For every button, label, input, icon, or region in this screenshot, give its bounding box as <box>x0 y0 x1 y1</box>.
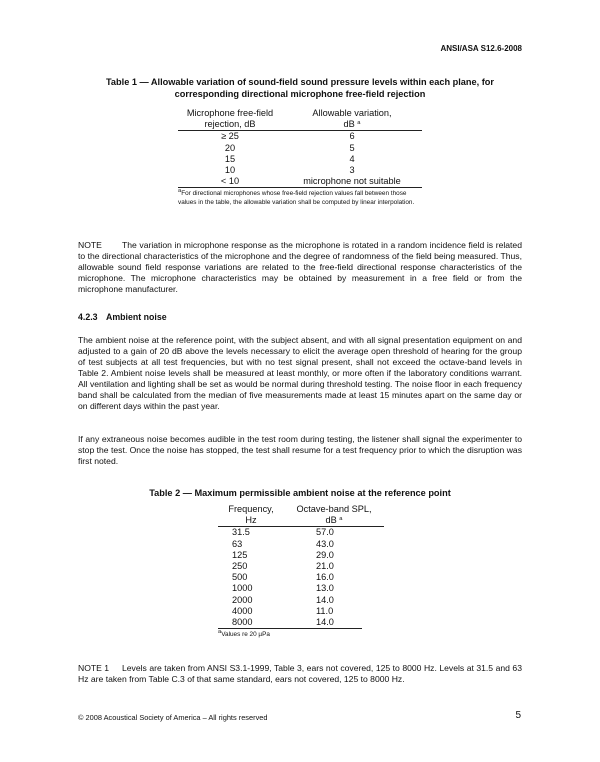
table1-cell-variation: microphone not suitable <box>303 176 401 187</box>
table1-caption-line2: corresponding directional microphone free-field rejection <box>174 88 426 99</box>
table2-row <box>218 561 384 572</box>
table1-cell-variation: 4 <box>349 153 355 164</box>
page-number: 5 <box>515 710 521 721</box>
table1-col2-header: Allowable variation, dB $^a$ <box>312 108 392 130</box>
table1-row <box>178 176 422 187</box>
table2-cell-spl: 57.0 <box>316 527 334 538</box>
table2-col2-header: Octave-band SPL, dB $^a$ <box>296 504 372 526</box>
table1-caption-line1: Table 1 — Allowable variation of sound-field sound pressure levels within each plane, for <box>106 77 494 87</box>
table2-caption: Table 2 — Maximum permissible ambient noise at the reference point <box>149 488 451 498</box>
table1-row <box>178 165 422 176</box>
note-paragraph <box>78 240 522 295</box>
note1-paragraph <box>78 663 522 685</box>
table2-footnote: $^a$Values re 20 µPa <box>218 628 362 640</box>
table2-cell-frequency: 31.5 <box>232 527 250 538</box>
note1-text: Levels are taken from ANSI S3.1-1999, Table 3, ears not covered, 125 to 8000 Hz. Levels at 31.5 and 63 Hz are taken from Table C.3 of that same standard, ears not covered, 125 to 8000 Hz. <box>78 663 522 684</box>
table2-row <box>218 539 384 550</box>
table2-cell-spl: 16.0 <box>316 572 334 583</box>
table2-row <box>218 572 384 583</box>
table2-cell-spl: 13.0 <box>316 583 334 594</box>
table1-cell-variation: 6 <box>349 131 355 142</box>
table2-cell-frequency: 125 <box>232 549 248 560</box>
table1 <box>178 108 422 208</box>
table2-row <box>218 550 384 561</box>
table1-row <box>178 154 422 165</box>
table2-cell-spl: 43.0 <box>316 538 334 549</box>
table2-cell-frequency: 4000 <box>232 605 253 616</box>
standard-header: ANSI/ASA S12.6-2008 <box>440 44 522 53</box>
section-title: Ambient noise <box>106 312 167 322</box>
table1-cell-variation: 3 <box>349 165 355 176</box>
note1-label: NOTE 1 <box>78 663 110 673</box>
table1-cell-rejection: ≥ 25 <box>221 131 239 142</box>
table2-header-row <box>218 504 384 526</box>
table1-footnote: $^a$For directional microphones whose free-field rejection values fall between those values in the table, the allowable variation shall be computed by linear interpolation. <box>178 187 422 207</box>
note-text: The variation in microphone response as the microphone is rotated in a random incidence field is related to the directional characteristics of the microphone and the degree of randomness of the field being measured. Thus, allowable sound field response variations are related to the free-field directional response characteristics of the microphone. The microphone characteristics may be obtained by measurement in a free field or from the microphone manufacturer. <box>78 240 522 294</box>
table2-cell-frequency: 63 <box>232 538 243 549</box>
table1-cell-rejection: 20 <box>224 142 236 153</box>
table2-cell-spl: 14.0 <box>316 617 334 628</box>
table2-cell-frequency: 2000 <box>232 594 253 605</box>
section-number: 4.2.3 <box>78 312 98 322</box>
table2-cell-spl: 29.0 <box>316 549 334 560</box>
table2 <box>218 504 384 640</box>
table1-cell-variation: 5 <box>349 142 355 153</box>
table1-cell-rejection: 15 <box>224 153 236 164</box>
table1-cell-rejection: 10 <box>224 165 236 176</box>
table2-cell-frequency: 500 <box>232 572 248 583</box>
table2-row <box>218 606 384 617</box>
copyright-footer: © 2008 Acoustical Society of America – All rights reserved <box>78 713 268 722</box>
note-label: NOTE <box>78 240 102 250</box>
body-paragraph-1: The ambient noise at the reference point, with the subject absent, and with all signal presentation equipment on and adjusted to a gain of 20 dB above the levels necessary to elicit the average open threshold of hearing for the group of test subjects at all test frequencies, but with no test signal present, shall not exceed the octave-band levels in Table 2. Ambient noise levels shall be measured at least monthly, or more often if the laboratory conditions warrant. All ventilation and lighting shall be set as would be normal during threshold testing. The noise floor in each frequency band shall be calculated from the median of five measurements made at least 15 minutes apart on the same day or on different days within the past year. <box>78 335 522 411</box>
table1-header-row <box>178 108 422 130</box>
table2-cell-spl: 21.0 <box>316 561 334 572</box>
table2-cell-frequency: 8000 <box>232 617 253 628</box>
table1-caption <box>80 77 520 100</box>
body-paragraph-2: If any extraneous noise becomes audible in the test room during testing, the listener shall signal the experimenter to stop the test. Once the noise has stopped, the test shall resume for a test frequency prior to which the disruption was first noted. <box>78 434 522 466</box>
table2-cell-frequency: 250 <box>232 561 248 572</box>
table1-cell-rejection: < 10 <box>220 176 240 187</box>
table2-cell-frequency: 1000 <box>232 583 253 594</box>
section-heading <box>78 312 167 322</box>
table1-row <box>178 130 422 142</box>
table2-row <box>218 583 384 594</box>
table1-row <box>178 143 422 154</box>
table2-cell-spl: 11.0 <box>316 605 334 616</box>
table1-col1-header: Microphone free-field rejection, dB <box>186 108 274 130</box>
table2-row <box>218 617 384 628</box>
table2-row <box>218 526 384 538</box>
table1-body <box>178 130 422 187</box>
table2-col1-header: Frequency, Hz <box>228 504 274 526</box>
table2-cell-spl: 14.0 <box>316 594 334 605</box>
table2-row <box>218 595 384 606</box>
table2-body <box>218 526 384 628</box>
